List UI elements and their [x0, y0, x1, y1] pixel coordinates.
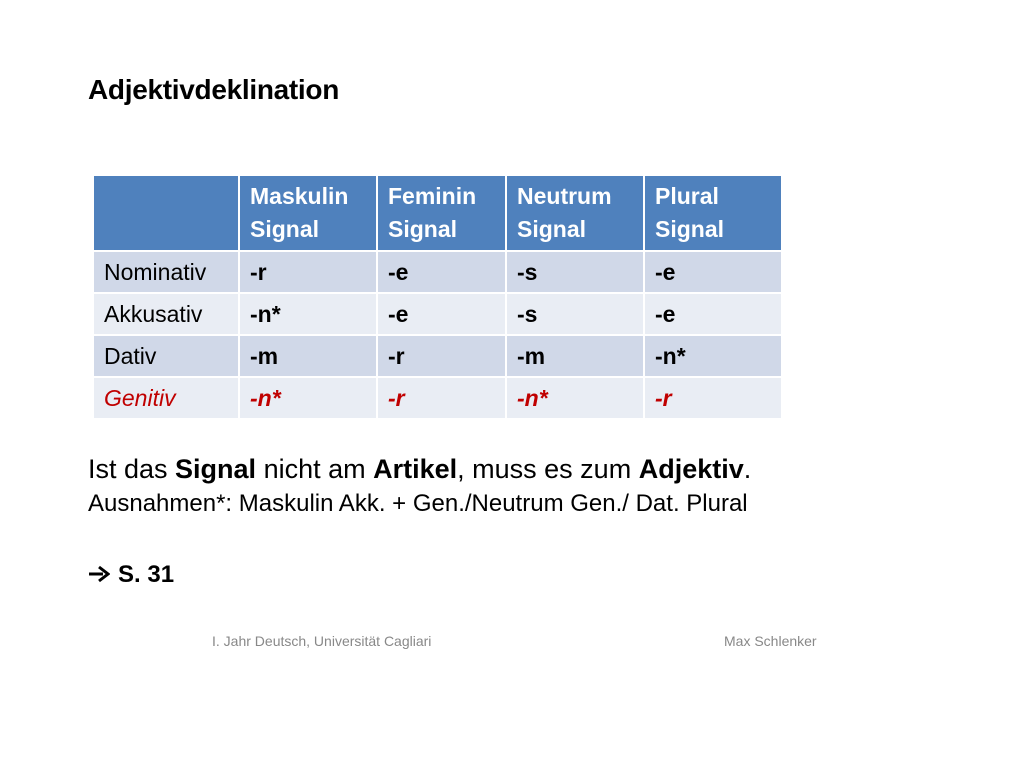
table-cell: -s — [506, 251, 644, 293]
table-cell: -m — [239, 335, 377, 377]
table-row-genitiv — [93, 377, 782, 419]
page-reference — [88, 561, 174, 589]
table-cell: -r — [239, 251, 377, 293]
header-line2: Signal — [517, 216, 587, 242]
table-cell: -r — [377, 335, 506, 377]
header-line1: Neutrum — [517, 183, 612, 209]
table-cell: -e — [377, 251, 506, 293]
table-cell: -e — [644, 293, 782, 335]
table-header-maskulin — [239, 175, 377, 251]
header-line2: Signal — [250, 216, 320, 242]
rule-text: . — [743, 454, 752, 484]
header-line1: Plural — [655, 183, 719, 209]
exceptions-note: Ausnahmen*: Maskulin Akk. + Gen./Neutrum Gen./ Dat. Plural — [88, 490, 748, 517]
declension-table — [92, 174, 783, 420]
table-header-corner — [93, 175, 239, 251]
rule-text: Ist das — [88, 454, 176, 484]
table-cell: -n* — [239, 377, 377, 419]
rule-sentence — [88, 452, 751, 486]
footer-author: Max Schlenker — [724, 633, 817, 649]
rule-bold-adjektiv: Adjektiv — [638, 454, 744, 484]
table-row-akkusativ — [93, 293, 782, 335]
case-label: Dativ — [93, 335, 239, 377]
table-cell: -n* — [644, 335, 782, 377]
case-label: Akkusativ — [93, 293, 239, 335]
table-cell: -e — [644, 251, 782, 293]
case-label: Genitiv — [93, 377, 239, 419]
table-row-dativ — [93, 335, 782, 377]
rule-bold-artikel: Artikel — [373, 454, 458, 484]
table-cell: -m — [506, 335, 644, 377]
case-label: Nominativ — [93, 251, 239, 293]
right-arrow-icon — [88, 561, 110, 589]
header-line1: Feminin — [388, 183, 477, 209]
rule-bold-signal: Signal — [175, 454, 257, 484]
table-cell: -e — [377, 293, 506, 335]
table-cell: -r — [377, 377, 506, 419]
table-cell: -n* — [506, 377, 644, 419]
table-row-nominativ — [93, 251, 782, 293]
slide-title: Adjektivdeklination — [88, 74, 340, 105]
table-cell: -r — [644, 377, 782, 419]
page-reference-text: S. 31 — [118, 561, 175, 588]
table-header-neutrum — [506, 175, 644, 251]
table-header-plural — [644, 175, 782, 251]
table-cell: -s — [506, 293, 644, 335]
table-header-row — [93, 175, 782, 251]
rule-text: , muss es zum — [457, 454, 639, 484]
table-cell: -n* — [239, 293, 377, 335]
header-line1: Maskulin — [250, 183, 349, 209]
header-line2: Signal — [655, 216, 725, 242]
header-line2: Signal — [388, 216, 458, 242]
rule-text: nicht am — [256, 454, 374, 484]
footer-course: I. Jahr Deutsch, Universität Cagliari — [212, 633, 432, 649]
table-header-feminin — [377, 175, 506, 251]
